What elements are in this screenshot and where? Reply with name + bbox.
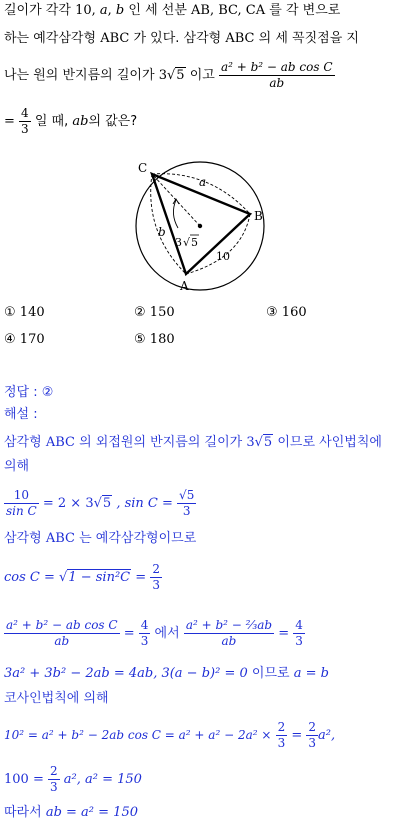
choice-value: 160	[281, 305, 307, 320]
math: 3a² + 3b² − 2ab = 4ab, 3(a − b)² = 0	[4, 666, 248, 681]
fraction: $\frac{4}{3}$	[21, 106, 29, 136]
choice-value: 150	[149, 305, 175, 320]
text: 길이가 각각	[4, 3, 71, 18]
math: =	[291, 728, 303, 743]
solution-label: 해설 :	[4, 407, 38, 422]
math: a²,	[318, 728, 336, 743]
radius-arrow	[173, 200, 178, 228]
math: ABC	[45, 435, 75, 450]
fraction: $\frac{\text{a² + b² − ⅔ab}}{ab}$	[185, 618, 273, 648]
solution-line-4	[4, 530, 196, 548]
math: a², a² = 150	[63, 772, 142, 787]
math: , sin C =	[116, 496, 173, 511]
text: 의 값은?	[88, 114, 138, 129]
problem-line-2	[4, 30, 359, 48]
math: =	[135, 570, 147, 585]
text: 삼각형	[4, 531, 42, 546]
math: cos C =	[4, 570, 55, 585]
vertex-label-b: B	[254, 209, 263, 223]
text: 에서	[154, 626, 180, 641]
radius-label-coef: 3	[175, 236, 182, 249]
vertex-label-a: A	[180, 279, 189, 293]
side-label-10: 10	[216, 250, 230, 263]
solution-line-5: cos C = √1 − sin²C = $\frac{2}{3}$	[4, 562, 160, 592]
text: 이므로	[251, 666, 290, 681]
problem-line-3: 나는 원의 반지름의 길이가 3√5 이고 $\frac{\text{a² + b² − ab cos C}}{ab}$	[4, 60, 333, 90]
math: AB, BC, CA	[191, 3, 266, 18]
choice-mark: ③	[266, 305, 278, 320]
choice-2[interactable]	[134, 305, 175, 320]
math: 3	[158, 68, 167, 83]
math: 3	[246, 435, 255, 450]
solution-line-7	[4, 665, 329, 683]
math: b	[115, 3, 125, 18]
text: 는 예각삼각형이므로	[79, 531, 197, 546]
math: 10² = a² + b² − 2ab cos C = a² + a² − 2a² ×	[4, 728, 272, 742]
fraction: $\frac{√5}{3}$	[179, 488, 195, 518]
radicand: 1 − sin²C	[68, 570, 131, 585]
fraction: $\frac{2}{3}$	[49, 764, 58, 794]
math: ABC	[45, 531, 75, 546]
math: =	[123, 626, 135, 641]
radicand: 5	[176, 68, 185, 83]
text: 하는 예각삼각형	[4, 31, 97, 46]
solution-line-1: 삼각형 ABC 의 외접원의 반지름의 길이가 3√5 이므로 사인법칙에	[4, 435, 382, 450]
choice-4[interactable]	[4, 332, 45, 347]
choice-3[interactable]	[266, 305, 307, 320]
math: a = b	[293, 666, 329, 681]
center-point	[198, 224, 202, 228]
math: =	[278, 626, 290, 641]
choice-mark: ②	[134, 305, 146, 320]
math: ab = a² = 150	[45, 805, 138, 820]
text: 인 세 선분	[128, 3, 187, 18]
fraction: $\frac{\text{a² + b² − ab cos C}}{ab}$	[220, 60, 333, 90]
text: 의 외접원의 반지름의 길이가	[79, 435, 243, 450]
side-label-b: b	[158, 225, 166, 239]
problem-line-1	[4, 2, 340, 20]
solution-line-8: 코사인법칙에 의해	[4, 691, 109, 706]
fraction: $\frac{\text{a² + b² − ab cos C}}{ab}$	[6, 618, 118, 648]
choice-1[interactable]	[4, 305, 45, 320]
fraction: $\frac{2}{3}$	[308, 720, 317, 750]
side-label-a: a	[199, 175, 207, 189]
choice-value: 170	[19, 332, 45, 347]
radicand: 5	[263, 435, 273, 450]
answer-label: 정답 :	[4, 385, 38, 400]
choice-value: 140	[19, 305, 45, 320]
text: 가 있다. 삼각형	[133, 31, 222, 46]
text: 의 세 꼭짓점을 지	[258, 31, 359, 46]
radicand: 5	[102, 496, 112, 511]
solution-line-11	[4, 804, 138, 822]
choice-mark: ④	[4, 332, 16, 347]
solution-line-6	[4, 618, 305, 649]
solution-line-9	[4, 720, 335, 751]
text: 일 때,	[34, 114, 69, 129]
text: 이고	[189, 68, 215, 83]
math: ABC	[225, 31, 255, 46]
fraction: $\frac{10}{\text{sin C}}$	[6, 488, 37, 518]
choice-value: 180	[149, 332, 175, 347]
text: 따라서	[4, 805, 42, 820]
math: = 2 × 3	[42, 496, 94, 511]
radius-label-radicand: 5	[191, 236, 198, 249]
choice-5[interactable]	[134, 332, 175, 347]
math: 10,	[75, 3, 100, 18]
answer-line	[4, 384, 53, 402]
math: ABC	[100, 31, 130, 46]
triangle-circle-figure	[128, 156, 278, 294]
choice-mark: ①	[4, 305, 16, 320]
text: 이므로 사인법칙에	[277, 435, 382, 450]
fraction: $\frac{2}{3}$	[277, 720, 286, 750]
radius-label-sqrt: √	[183, 236, 191, 249]
math: 100 =	[4, 772, 44, 787]
solution-line-2: 의해	[4, 459, 30, 474]
problem-line-4	[4, 106, 137, 137]
text: 나는 원의 반지름의 길이가	[4, 68, 155, 83]
text: 삼각형	[4, 435, 42, 450]
choice-mark: ⑤	[134, 332, 146, 347]
math: =	[4, 114, 15, 129]
math: ab	[72, 114, 89, 129]
fraction: $\frac{2}{3}$	[152, 562, 160, 592]
answer-value: ②	[41, 385, 54, 400]
solution-line-10	[4, 764, 142, 795]
text: 를 각 변으로	[269, 3, 341, 18]
solution-line-3: $\frac{10}{\text{sin C}}$ = 2 × 3√5 , sin C = $\frac{√5}{3}$	[6, 488, 195, 518]
fraction: $\frac{4}{3}$	[140, 618, 149, 648]
arrow-head	[173, 199, 179, 204]
triangle-abc	[152, 174, 250, 274]
math: ,	[107, 3, 116, 18]
vertex-label-c: C	[138, 161, 148, 175]
fraction: $\frac{4}{3}$	[295, 618, 303, 648]
math: a	[99, 3, 108, 18]
